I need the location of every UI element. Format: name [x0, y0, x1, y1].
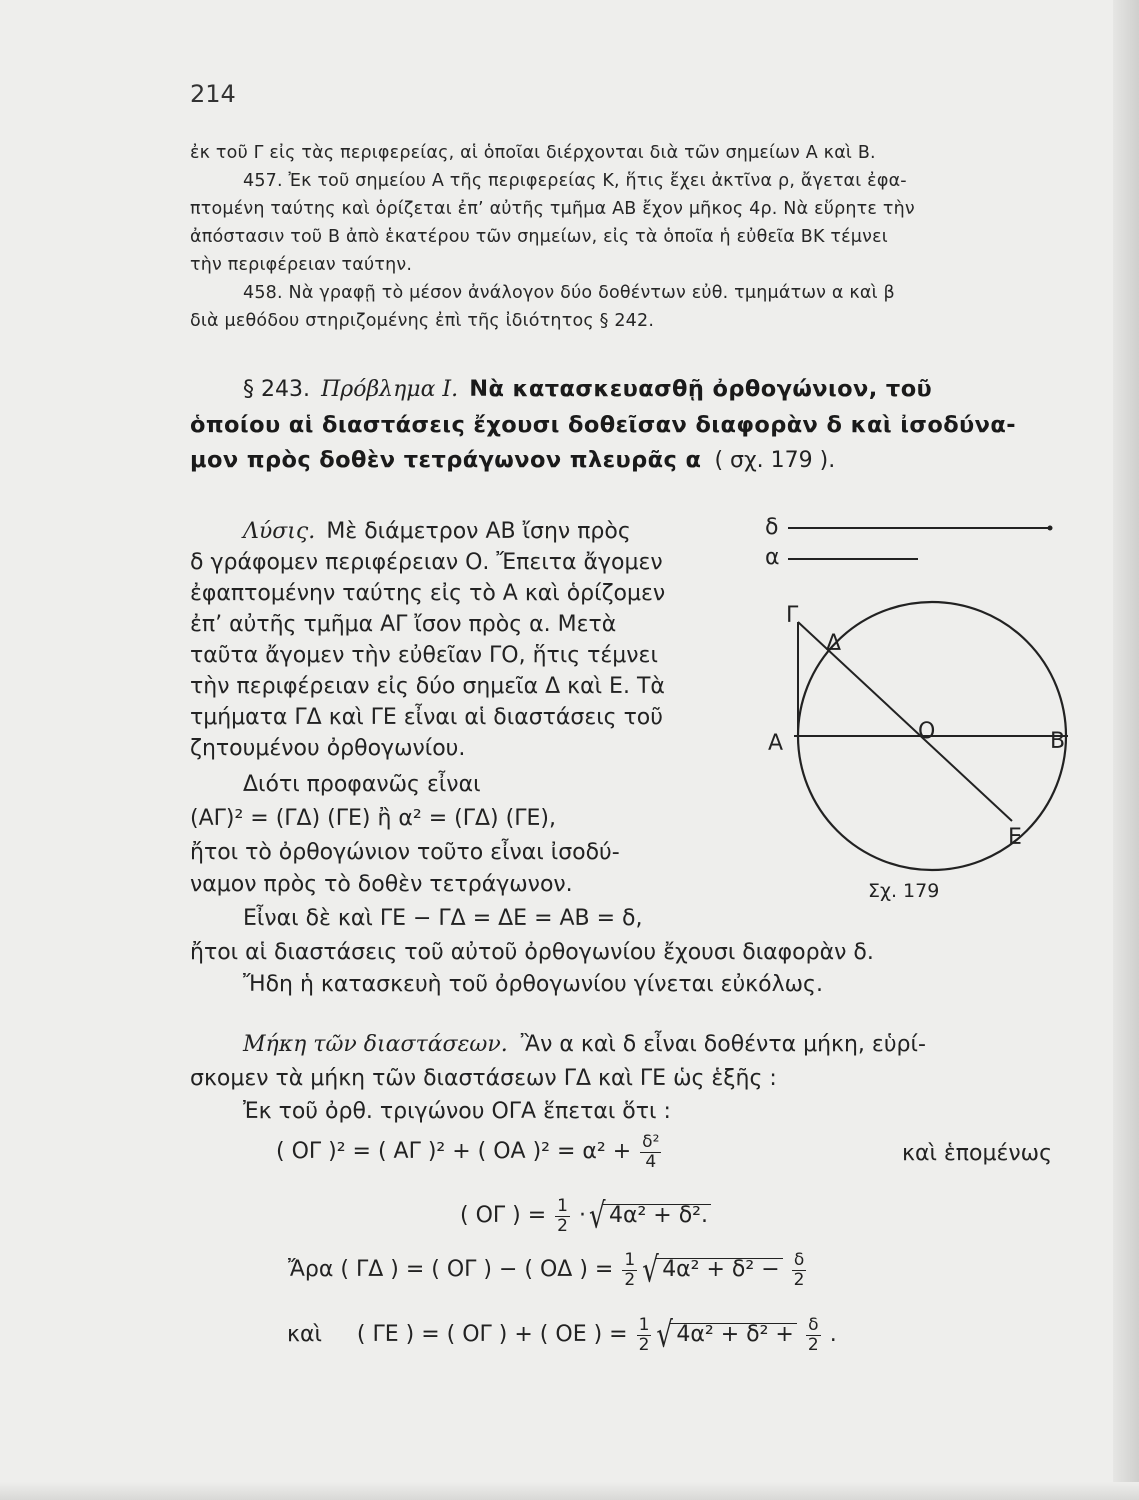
fraction-denominator: 2 [807, 1334, 819, 1355]
fraction-denominator: 2 [638, 1334, 650, 1355]
fraction-numerator: 1 [557, 1195, 568, 1216]
solution-text: Μὲ διάμετρον ΑΒ ἴσην πρὸς [326, 519, 631, 544]
solution-text: ναμον πρὸς τὸ δοθὲν τετράγωνον. [190, 872, 573, 897]
equation-text: · [578, 1203, 586, 1228]
solution-text: τὴν περιφέρειαν εἰς δύο σημεῖα Δ καὶ Ε. Τὰ [190, 674, 665, 699]
solution-text: ἤτοι αἱ διαστάσεις τοῦ αὐτοῦ ὀρθογωνίου ἔχουσι διαφορὰν δ. [190, 940, 874, 965]
square-root [670, 1323, 796, 1346]
solution-label: Λύσις. [243, 519, 316, 544]
fraction [792, 1251, 807, 1290]
point-e-label: Ε [1008, 825, 1022, 850]
radicand: 4α² + δ² + [676, 1322, 794, 1347]
exercise-457-line: πτομένη ταύτης καὶ ὁρίζεται ἐπ’ αὐτῆς τμῆμα ΑΒ ἔχον μῆκος 4ρ. Νὰ εὕρητε τὴν [190, 199, 915, 219]
equation-ge [287, 1315, 837, 1355]
solution-text: ἐπ’ αὐτῆς τμῆμα ΑΓ ἴσον πρὸς α. Μετὰ [190, 612, 617, 637]
segment-delta-end [1048, 526, 1053, 531]
fraction-denominator: 4 [645, 1151, 657, 1172]
equation-gd [288, 1250, 808, 1290]
problem-title: ὁποίου αἱ διαστάσεις ἔχουσι δοθεῖσαν διαφορὰν δ καὶ ἰσοδύνα- [190, 412, 1016, 438]
equation-text: καὶ [287, 1322, 322, 1347]
equation-og-squared [276, 1132, 663, 1172]
lengths-heading-line [243, 1032, 926, 1057]
radicand: 4α² + δ² − [662, 1257, 780, 1282]
fraction-numerator: 1 [624, 1249, 636, 1270]
equation-og [460, 1196, 711, 1236]
problem-title-line [190, 447, 835, 473]
solution-text: ταῦτα ἄγομεν τὴν εὐθεῖαν ΓΟ, ἥτις τέμνει [190, 643, 658, 668]
fraction-numerator: δ [792, 1251, 807, 1271]
equation-difference: Εἶναι δὲ καὶ ΓΕ − ΓΔ = ΔΕ = ΑΒ = δ, [243, 906, 643, 931]
point-b-label: Β [1050, 729, 1066, 754]
equation-tail: καὶ ἑπομένως [902, 1141, 1053, 1166]
fraction-denominator: 2 [557, 1215, 568, 1236]
solution-line [243, 519, 631, 544]
figure-caption: Σχ. 179 [868, 880, 940, 902]
fraction-numerator: δ² [642, 1131, 660, 1152]
point-delta-label: Δ [826, 631, 842, 656]
solution-text: ἤτοι τὸ ὀρθογώνιον τοῦτο εἶναι ἰσοδύ- [190, 840, 620, 865]
problem-title: μον πρὸς δοθὲν τετράγωνον πλευρᾶς α [190, 447, 702, 473]
equation-text: ( ΓΕ ) = ( ΟΓ ) + ( ΟΕ ) = [356, 1322, 628, 1347]
page-number: 214 [190, 80, 236, 108]
solution-text: ζητουμένου ὀρθογωνίου. [190, 736, 466, 761]
equation-power-of-point: (ΑΓ)² = (ΓΔ) (ΓΕ) ἢ α² = (ΓΔ) (ΓΕ), [190, 806, 556, 831]
fraction [806, 1316, 821, 1355]
square-root [603, 1204, 711, 1227]
page-bottom-shadow [0, 1482, 1139, 1500]
segment-delta-label: δ [765, 515, 779, 540]
exercise-457-line: 457. Ἐκ τοῦ σημείου Α τῆς περιφερείας Κ, ἥτις ἔχει ἀκτῖνα ρ, ἄγεται ἐφα- [243, 171, 907, 191]
lengths-text: Ἂν α καὶ δ εἶναι δοθέντα μήκη, εὑρί- [520, 1032, 926, 1057]
fraction [640, 1133, 661, 1172]
exercise-458-line: 458. Νὰ γραφῇ τὸ μέσον ἀνάλογον δύο δοθέντων εὐθ. τμημάτων α καὶ β [243, 283, 895, 303]
exercise-457-line: ἀπόστασιν τοῦ Β ἀπὸ ἑκατέρου τῶν σημείων, εἰς τὰ ὁποῖα ἡ εὐθεῖα ΒΚ τέμνει [190, 227, 888, 247]
exercise-458-line: διὰ μεθόδου στηριζομένης ἐπὶ τῆς ἰδιότητος § 242. [190, 311, 655, 331]
problem-label: Πρόβλημα Ι. [321, 377, 459, 402]
solution-text: τμήματα ΓΔ καὶ ΓΕ εἶναι αἱ διαστάσεις τοῦ [190, 705, 663, 730]
segment-alpha-label: α [765, 545, 780, 570]
point-o-label: Ο [918, 719, 936, 744]
figure-179 [750, 510, 1090, 910]
lengths-text: σκομεν τὰ μήκη τῶν διαστάσεων ΓΔ καὶ ΓΕ ὡς ἑξῆς : [190, 1066, 777, 1091]
exercise-continuation: ἐκ τοῦ Γ εἰς τὰς περιφερείας, αἱ ὁποῖαι διέρχονται διὰ τῶν σημείων Α καὶ Β. [190, 143, 876, 163]
solution-text: δ γράφομεν περιφέρειαν Ο. Ἔπειτα ἄγομεν [190, 550, 663, 575]
exercise-457-line: τὴν περιφέρειαν ταύτην. [190, 255, 413, 275]
lengths-text: Ἐκ τοῦ ὀρθ. τριγώνου ΟΓΑ ἕπεται ὅτι : [243, 1099, 671, 1124]
equation-text: ( ΟΓ ) = [460, 1203, 547, 1228]
fraction-denominator: 2 [624, 1269, 636, 1290]
fraction [637, 1316, 652, 1355]
solution-text: ἐφαπτομένην ταύτης εἰς τὸ Α καὶ ὁρίζομεν [190, 581, 666, 606]
radicand: 4α² + δ². [608, 1203, 708, 1228]
square-root [656, 1258, 782, 1281]
fraction-numerator: δ [806, 1316, 821, 1336]
fraction-denominator: 2 [793, 1269, 805, 1290]
section-number: § 243. [243, 377, 310, 402]
point-gamma-label: Γ [786, 603, 799, 628]
equation-text: ( ΟΓ )² = ( ΑΓ )² + ( ΟΑ )² = α² + [276, 1139, 632, 1164]
solution-text: Ἤδη ἡ κατασκευὴ τοῦ ὀρθογωνίου γίνεται εὐκόλως. [243, 972, 823, 997]
equation-text: Ἄρα ( ΓΔ ) = ( ΟΓ ) − ( ΟΔ ) = [288, 1257, 614, 1282]
fraction-numerator: 1 [638, 1314, 650, 1335]
lengths-heading: Μήκη τῶν διαστάσεων. [243, 1032, 508, 1057]
solution-text: Διότι προφανῶς εἶναι [243, 772, 481, 797]
problem-title: Νὰ κατασκευασθῇ ὀρθογώνιον, τοῦ [469, 376, 933, 402]
fraction [555, 1197, 570, 1236]
fraction [622, 1251, 637, 1290]
figure-reference: ( σχ. 179 ). [714, 448, 836, 473]
page-edge-shadow [1113, 0, 1139, 1500]
point-a-label: Α [768, 731, 784, 756]
problem-heading [243, 376, 932, 402]
equation-text: . [829, 1322, 837, 1347]
